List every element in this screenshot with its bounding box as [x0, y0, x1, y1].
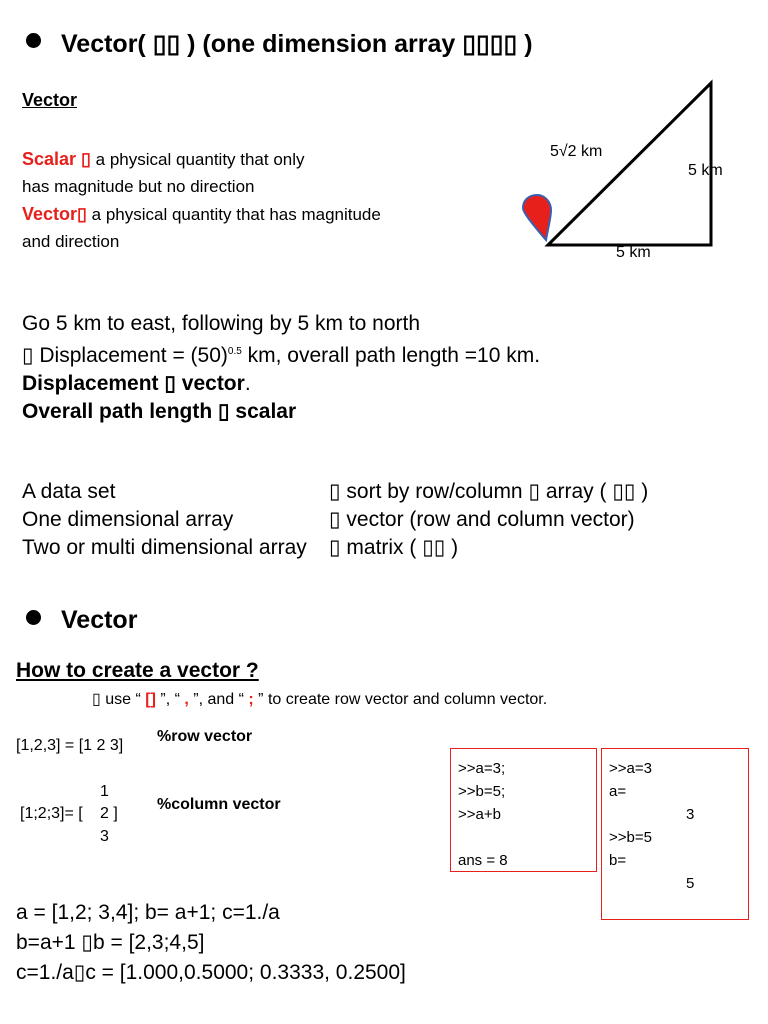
displacement-line1: Go 5 km to east, following by 5 km to north [22, 312, 421, 335]
console-box-2 [601, 748, 749, 920]
scalar-def-line2: has magnitude but no direction [22, 177, 255, 196]
column-vector-value: 3 [100, 828, 109, 845]
bottom-code-block [16, 898, 406, 988]
displacement-line3: Displacement ▯ vector [22, 372, 245, 395]
column-vector-value: 1 [100, 783, 109, 800]
row-vector-expr: [1,2,3] = [1 2 3] [16, 737, 124, 754]
base-side-label: 5 km [616, 244, 651, 261]
array-row-left: Two or multi dimensional array [22, 536, 307, 559]
console-line: >>b=5 [609, 829, 652, 846]
howto-instruction: ▯ use “ [] ”, “ , ”, and “ ; ” to create row vector and column vector. [92, 691, 548, 708]
console-line: >>b=5; [458, 783, 506, 800]
scalar-def-line1: a physical quantity that only [90, 150, 305, 169]
console-line: a= [609, 783, 627, 800]
right-triangle [548, 83, 711, 245]
array-row-left: A data set [22, 480, 116, 503]
code-line: c=1./a▯c = [1.000,0.5000; 0.3333, 0.2500] [16, 961, 406, 984]
array-row-right: ▯ sort by row/column ▯ array ( ▯▯ ) [329, 480, 649, 503]
code-line: b=a+1 ▯b = [2,3;4,5] [16, 931, 205, 954]
console-box-1 [450, 748, 597, 872]
location-marker-icon [523, 195, 551, 240]
console-line: 5 [686, 875, 695, 892]
displacement-line2: ▯ Displacement = $(50)^{0.5}$ km, overall path length =10 km. [22, 344, 541, 367]
array-row-left: One dimensional array [22, 508, 234, 531]
displacement-block: Go 5 km to east, following by 5 km to north ▯ Displacement = $(50)^{0.5}$ km, overall path length =10 km. Displacement ▯ vector. Overall path length ▯ scalar [22, 312, 541, 423]
array-row-right: ▯ matrix ( ▯▯ ) [329, 536, 459, 559]
arrays-left-column [22, 478, 307, 562]
vector-def-line1: a physical quantity that has magnitude [86, 205, 381, 224]
vector-subtitle: Vector [22, 90, 78, 110]
console-line: >>a=3 [609, 760, 652, 777]
comma-symbol: , [184, 691, 189, 708]
bullet-icon [26, 33, 41, 48]
semicolon-symbol: ; [248, 691, 254, 708]
column-vector-comment: %column vector [157, 796, 281, 813]
array-row-right: ▯ vector (row and column vector) [329, 508, 635, 531]
console-line: >>a=3; [458, 760, 506, 777]
brackets-symbol: [] [145, 691, 156, 708]
console-line: b= [609, 852, 627, 869]
console-line: 3 [686, 806, 695, 823]
code-line: a = [1,2; 3,4]; b= a+1; c=1./a [16, 901, 280, 924]
console-line: >>a+b [458, 806, 501, 823]
bullet-icon [26, 610, 41, 625]
scalar-definition [22, 146, 381, 256]
section-heading: Vector( ▯▯ ) (one dimension array ▯▯▯▯ ) [61, 30, 533, 58]
section2-heading: Vector [61, 606, 138, 634]
column-vector-expr: [1;2;3]= [ [20, 805, 83, 822]
column-vector-value: 2 ] [100, 805, 118, 822]
hypotenuse-label: 5√2 km [550, 143, 603, 160]
scalar-label: Scalar ▯ [22, 149, 91, 169]
console-line [458, 826, 596, 849]
row-vector-comment: %row vector [157, 728, 253, 745]
arrays-right-column [329, 478, 648, 562]
vector-label: Vector▯ [22, 204, 87, 224]
vector-def-line2: and direction [22, 232, 120, 251]
vertical-side-label: 5 km [688, 162, 723, 179]
console-line: ans = 8 [458, 852, 508, 869]
howto-title: How to create a vector ? [16, 659, 259, 682]
displacement-line4: Overall path length ▯ scalar [22, 400, 297, 423]
